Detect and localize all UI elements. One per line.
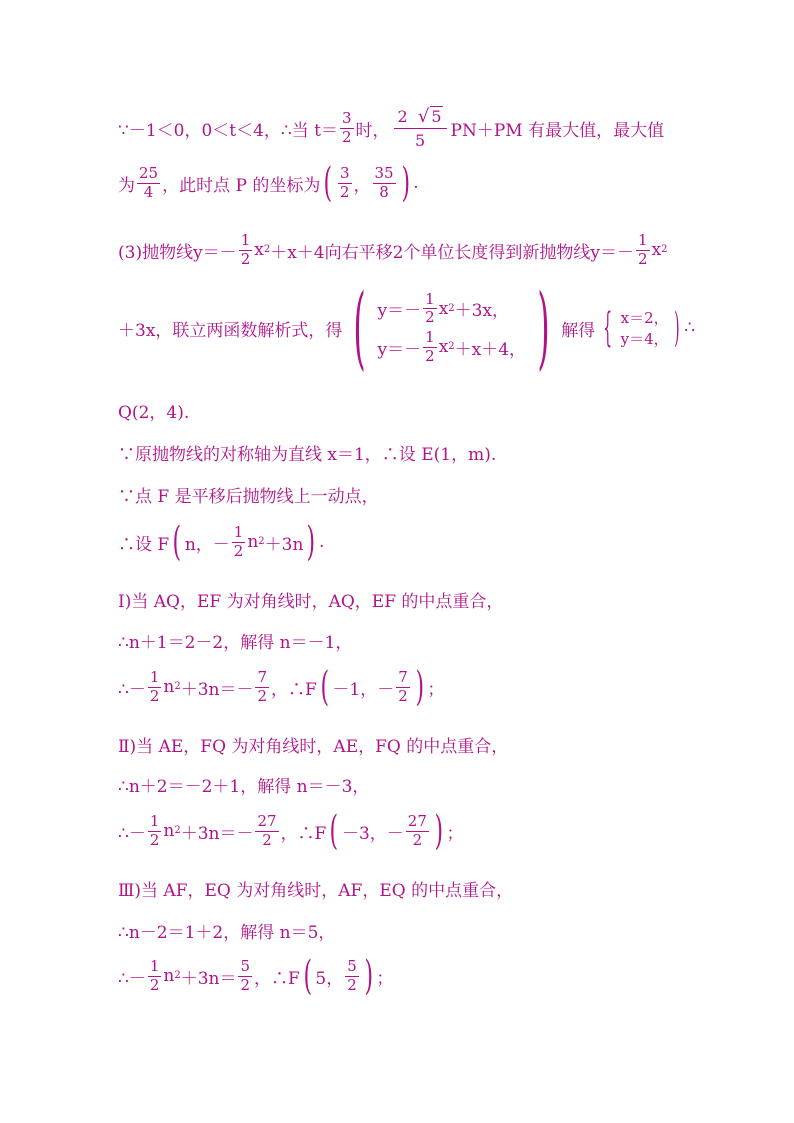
line-7: ∵点 F 是平移后抛物线上一动点，	[118, 487, 379, 507]
fraction: $\frac{3}{2}$	[341, 108, 352, 146]
line-14: ∴－ $\frac{1}{2}$ n 2 ＋3n＝－ $\frac{27}{2}$ ，∴F ( －3，－ $\frac{27}{2}$ ) ；	[118, 808, 464, 854]
text: ，此时点 P 的坐标为	[162, 175, 321, 196]
text: ＋3x，联立两函数解析式，得	[118, 320, 343, 341]
fraction: $\frac{35}{8}$	[374, 163, 394, 201]
fraction-2-root5-over-5: $\frac{2 √ 5}{5}$	[394, 106, 447, 150]
equation-system: ( y＝－ $\frac{1}{2}$ x 2 ＋3x， y＝－ $\frac{1}{2}$ x 2 ＋x＋4， )	[353, 275, 550, 380]
line-3: (3)抛物线y＝－ $\frac{1}{2}$ x 2 ＋x＋4向右平移2个单位长度得到新抛物线y＝－ $\frac{1}{2}$ x 2	[118, 231, 668, 268]
text: 为	[118, 175, 135, 196]
text: (3)抛物线y＝－	[118, 242, 237, 263]
fraction: $\frac{1}{2}$	[240, 231, 251, 268]
text: .	[413, 173, 419, 193]
solution-system: { x＝2， y＝4， )	[603, 305, 680, 351]
text: ∵－1＜0，0＜t＜4，∴当 t＝	[118, 120, 338, 141]
line-5: Q(2，4).	[118, 403, 190, 423]
line-9: Ⅰ)当 AQ，EF 为对角线时，AQ，EF 的中点重合，	[118, 592, 504, 612]
text: ＋x＋4向右平移2个单位长度得到新抛物线y＝－	[270, 242, 635, 263]
line-15: Ⅲ)当 AF，EQ 为对角线时，AF，EQ 的中点重合，	[118, 881, 514, 901]
fraction: $\frac{1}{2}$	[638, 231, 648, 268]
fraction: $\frac{3}{2}$	[339, 163, 350, 201]
line-13: ∴n＋2＝－2＋1，解得 n＝－3，	[118, 777, 370, 797]
line-6: ∵原抛物线的对称轴为直线 x＝1，∴设 E(1，m).	[118, 445, 497, 465]
text: ，	[353, 175, 371, 196]
text: x	[254, 240, 264, 261]
line-17: ∴－ $\frac{1}{2}$ n 2 ＋3n＝ $\frac{5}{2}$ ，∴F ( 5， $\frac{5}{2}$ ) ；	[118, 953, 394, 999]
text: ∴	[684, 318, 696, 338]
text: 解得	[561, 320, 596, 341]
line-4	[118, 275, 696, 380]
text: 时，	[355, 120, 390, 141]
line-12: Ⅱ)当 AE，FQ 为对角线时，AE，FQ 的中点重合，	[118, 737, 509, 757]
line-8: ∴设 F ( n，－ $\frac{1}{2}$ n 2 ＋3n ) .	[118, 519, 325, 565]
text: PN＋PM 有最大值，最大值	[450, 120, 665, 141]
line-2: 为 $\frac{25}{4}$ ，此时点 P 的坐标为 ( $\frac{3}{2}$ ， $\frac{35}{8}$ ) .	[118, 160, 419, 206]
fraction: $\frac{25}{4}$	[139, 163, 159, 201]
line-10: ∴n＋1＝2－2，解得 n＝－1，	[118, 633, 353, 653]
line-16: ∴n－2＝1＋2，解得 n＝5，	[118, 923, 336, 943]
line-11: ∴－ $\frac{1}{2}$ n 2 ＋3n＝－ $\frac{7}{2}$ ，∴F ( －1，－ $\frac{7}{2}$ ) ；	[118, 664, 445, 710]
line-1	[118, 106, 664, 150]
text: x	[651, 240, 662, 261]
